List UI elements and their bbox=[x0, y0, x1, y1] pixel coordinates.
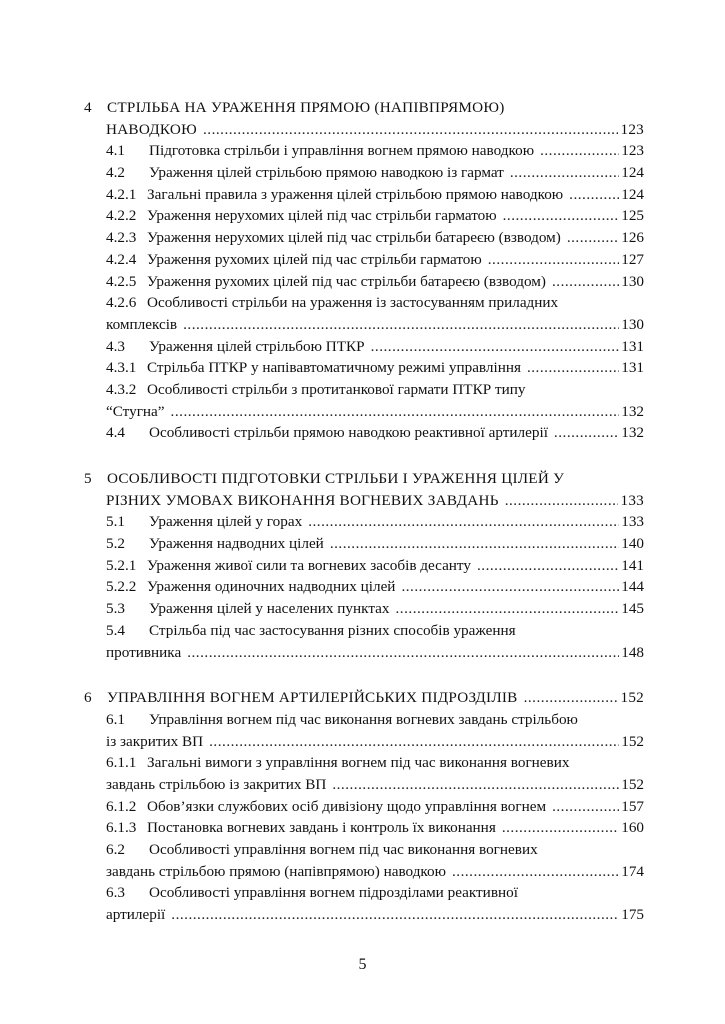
toc-entry bbox=[84, 620, 644, 642]
toc-entry-cont bbox=[84, 642, 644, 664]
toc-chapter-heading bbox=[84, 97, 644, 119]
toc-entry-cont bbox=[84, 861, 644, 883]
toc-entry bbox=[84, 205, 644, 227]
toc-page-number: 133 bbox=[621, 513, 644, 531]
toc-leader-line bbox=[107, 687, 644, 709]
toc-entry bbox=[84, 422, 644, 444]
toc-entry-cont bbox=[84, 774, 644, 796]
toc-entry-text: Управління вогнем під час виконання вогневих завдань стрільбою bbox=[149, 710, 578, 728]
toc-entry bbox=[84, 882, 644, 904]
toc-entry-text: Стрільба ПТКР у напівавтоматичному режимі управління bbox=[147, 359, 521, 377]
section-number: 4.2.6 bbox=[106, 294, 137, 312]
toc-entry-text: Підготовка стрільби і управління вогнем прямою наводкою bbox=[149, 142, 535, 160]
toc-leader-line bbox=[149, 533, 644, 555]
toc-entry-text: НАВОДКОЮ bbox=[106, 120, 197, 138]
toc-page-number: 127 bbox=[621, 250, 644, 268]
toc-entry bbox=[84, 162, 644, 184]
dot-leader bbox=[524, 687, 619, 709]
toc-entry-text: Стрільба під час застосування різних способів ураження bbox=[149, 621, 516, 639]
section-number: 5.4 bbox=[106, 621, 125, 639]
chapter-number: 5 bbox=[84, 470, 92, 487]
toc-entry bbox=[84, 555, 644, 577]
toc-leader-line bbox=[106, 904, 644, 926]
dot-leader bbox=[183, 314, 619, 336]
toc-entry-text: Ураження цілей у горах bbox=[149, 513, 303, 531]
toc-page-number: 145 bbox=[621, 600, 644, 618]
toc-entry bbox=[84, 511, 644, 533]
toc-page-number: 132 bbox=[621, 402, 644, 420]
toc-entry bbox=[84, 533, 644, 555]
section-number: 4.4 bbox=[106, 424, 125, 442]
dot-leader bbox=[488, 249, 619, 271]
section-number: 4.3.1 bbox=[106, 359, 137, 377]
toc-entry-text: Особливості стрільби прямою наводкою реактивної артилерії bbox=[149, 424, 548, 442]
toc-page-number: 124 bbox=[621, 185, 644, 203]
toc-entry bbox=[84, 336, 644, 358]
chapter-title: ОСОБЛИВОСТІ ПІДГОТОВКИ СТРІЛЬБИ І УРАЖЕННЯ ЦІЛЕЙ У bbox=[107, 470, 565, 487]
section-number: 4.2 bbox=[106, 164, 125, 182]
toc-leader-line bbox=[147, 184, 644, 206]
dot-leader bbox=[477, 555, 619, 577]
toc-entry bbox=[84, 709, 644, 731]
toc-entry bbox=[84, 271, 644, 293]
toc-entry-text: РІЗНИХ УМОВАХ ВИКОНАННЯ ВОГНЕВИХ ЗАВДАНЬ bbox=[106, 491, 499, 509]
toc-entry-text: артилерії bbox=[106, 906, 166, 924]
toc-page-number: 133 bbox=[620, 491, 644, 509]
section-number: 4.2.1 bbox=[106, 185, 137, 203]
toc-leader-line bbox=[147, 576, 644, 598]
dot-leader bbox=[401, 576, 619, 598]
dot-leader bbox=[540, 140, 619, 162]
toc-entry-text: Загальні вимоги з управління вогнем під час виконання вогневих bbox=[147, 754, 570, 772]
toc-page-number: 125 bbox=[621, 207, 644, 225]
toc-entry bbox=[84, 357, 644, 379]
toc-entry-text: “Стугна” bbox=[106, 402, 165, 420]
toc-leader-line bbox=[106, 731, 644, 753]
dot-leader bbox=[171, 401, 620, 423]
table-of-contents bbox=[84, 97, 644, 950]
toc-entry-cont bbox=[84, 401, 644, 423]
section-number: 4.2.4 bbox=[106, 250, 137, 268]
toc-page-number: 123 bbox=[621, 142, 644, 160]
dot-leader bbox=[209, 731, 619, 753]
toc-entry-text: Ураження цілей у населених пунктах bbox=[149, 600, 390, 618]
toc-entry-text: Ураження живої сили та вогневих засобів десанту bbox=[147, 556, 471, 574]
toc-leader-line bbox=[147, 817, 644, 839]
toc-entry bbox=[84, 140, 644, 162]
toc-entry-text: завдань стрільбою із закритих ВП bbox=[106, 775, 327, 793]
toc-leader-line bbox=[149, 511, 644, 533]
toc-page-number: 124 bbox=[621, 164, 644, 182]
toc-leader-line bbox=[147, 555, 644, 577]
toc-chapter-heading bbox=[84, 687, 644, 709]
dot-leader bbox=[187, 642, 619, 664]
dot-leader bbox=[502, 817, 619, 839]
toc-leader-line bbox=[106, 642, 644, 664]
section-number: 4.2.2 bbox=[106, 207, 137, 225]
toc-leader-line bbox=[106, 774, 644, 796]
section-number: 6.1 bbox=[106, 710, 125, 728]
toc-entry bbox=[84, 598, 644, 620]
toc-leader-line bbox=[106, 490, 644, 512]
chapter-number: 6 bbox=[84, 689, 92, 707]
toc-entry-text: противника bbox=[106, 643, 182, 661]
dot-leader bbox=[503, 205, 620, 227]
toc-entry-cont bbox=[84, 731, 644, 753]
dot-leader bbox=[171, 904, 619, 926]
toc-entry-text: Ураження нерухомих цілей під час стрільби гарматою bbox=[147, 207, 497, 225]
toc-entry-cont bbox=[84, 904, 644, 926]
toc-page-number: 175 bbox=[621, 906, 644, 924]
section-number: 6.1.3 bbox=[106, 819, 137, 837]
toc-page-number: 152 bbox=[621, 775, 644, 793]
toc-entry-text: Ураження цілей стрільбою ПТКР bbox=[149, 337, 365, 355]
dot-leader bbox=[510, 162, 619, 184]
toc-chapter-heading-cont bbox=[84, 119, 644, 141]
toc-entry bbox=[84, 796, 644, 818]
toc-entry-text: Ураження надводних цілей bbox=[149, 535, 324, 553]
toc-leader-line bbox=[147, 249, 644, 271]
toc-entry bbox=[84, 249, 644, 271]
toc-entry-text: завдань стрільбою прямою (напівпрямою) наводкою bbox=[106, 862, 446, 880]
toc-leader-line bbox=[147, 205, 644, 227]
section-number: 6.1.1 bbox=[106, 754, 137, 772]
toc-entry bbox=[84, 839, 644, 861]
toc-entry-text: Постановка вогневих завдань і контроль їх виконання bbox=[147, 819, 496, 837]
section-number: 4.3.2 bbox=[106, 380, 137, 398]
toc-entry bbox=[84, 752, 644, 774]
toc-leader-line bbox=[149, 336, 644, 358]
dot-leader bbox=[452, 861, 619, 883]
toc-entry-text: Обов’язки службових осіб дивізіону щодо управління вогнем bbox=[147, 797, 547, 815]
toc-entry-text: Ураження нерухомих цілей під час стрільби батареєю (взводом) bbox=[147, 229, 561, 247]
page-number: 5 bbox=[358, 956, 367, 973]
toc-page-number: 131 bbox=[621, 337, 644, 355]
dot-leader bbox=[527, 357, 619, 379]
toc-leader-line bbox=[147, 227, 644, 249]
toc-page-number: 148 bbox=[621, 643, 644, 661]
chapter-number: 4 bbox=[84, 99, 92, 116]
toc-chapter bbox=[84, 97, 644, 444]
dot-leader bbox=[552, 796, 619, 818]
toc-page-number: 131 bbox=[621, 359, 644, 377]
toc-page-number: 157 bbox=[621, 797, 644, 815]
toc-leader-line bbox=[149, 598, 644, 620]
section-number: 5.3 bbox=[106, 600, 125, 618]
toc-leader-line bbox=[147, 796, 644, 818]
toc-leader-line bbox=[106, 401, 644, 423]
toc-chapter-heading-cont bbox=[84, 490, 644, 512]
section-number: 4.3 bbox=[106, 337, 125, 355]
dot-leader bbox=[203, 119, 619, 141]
dot-leader bbox=[396, 598, 620, 620]
toc-leader-line bbox=[147, 271, 644, 293]
toc-page-number: 141 bbox=[621, 556, 644, 574]
toc-leader-line bbox=[106, 314, 644, 336]
dot-leader bbox=[371, 336, 620, 358]
dot-leader bbox=[330, 533, 619, 555]
toc-chapter-heading bbox=[84, 468, 644, 490]
toc-entry-text: Особливості стрільби з протитанкової гармати ПТКР типу bbox=[147, 380, 526, 398]
dot-leader bbox=[567, 227, 619, 249]
toc-entry-text: Загальні правила з ураження цілей стрільбою прямою наводкою bbox=[147, 185, 564, 203]
toc-page-number: 130 bbox=[621, 272, 644, 290]
toc-page-number: 132 bbox=[621, 424, 644, 442]
toc-entry-text: комплексів bbox=[106, 315, 178, 333]
section-number: 5.2 bbox=[106, 535, 125, 553]
toc-page-number: 160 bbox=[621, 819, 644, 837]
section-number: 4.2.3 bbox=[106, 229, 137, 247]
toc-page-number: 174 bbox=[621, 862, 644, 880]
toc-leader-line bbox=[106, 861, 644, 883]
section-number: 5.2.2 bbox=[106, 578, 137, 596]
toc-entry-text: Особливості управління вогнем під час виконання вогневих bbox=[149, 841, 538, 858]
toc-leader-line bbox=[149, 162, 644, 184]
toc-entry-text: Ураження рухомих цілей під час стрільби гарматою bbox=[147, 250, 482, 268]
dot-leader bbox=[554, 422, 619, 444]
section-number: 4.1 bbox=[106, 142, 125, 160]
toc-entry bbox=[84, 576, 644, 598]
toc-entry-text: із закритих ВП bbox=[106, 732, 204, 750]
toc-page-number: 126 bbox=[621, 229, 644, 247]
toc-chapter bbox=[84, 687, 644, 926]
dot-leader bbox=[505, 490, 619, 512]
dot-leader bbox=[332, 774, 619, 796]
toc-page-number: 140 bbox=[621, 535, 644, 553]
section-number: 6.3 bbox=[106, 884, 125, 902]
toc-entry-cont bbox=[84, 314, 644, 336]
section-number: 4.2.5 bbox=[106, 272, 137, 290]
toc-entry bbox=[84, 227, 644, 249]
chapter-title: СТРІЛЬБА НА УРАЖЕННЯ ПРЯМОЮ (НАПІВПРЯМОЮ) bbox=[107, 99, 505, 116]
toc-leader-line bbox=[149, 140, 644, 162]
dot-leader bbox=[308, 511, 619, 533]
toc-entry-text: Ураження одиночних надводних цілей bbox=[147, 578, 396, 596]
toc-page-number: 144 bbox=[621, 578, 644, 596]
toc-page-number: 152 bbox=[621, 732, 644, 750]
toc-entry bbox=[84, 184, 644, 206]
toc-entry bbox=[84, 379, 644, 401]
toc-entry bbox=[84, 817, 644, 839]
toc-leader-line bbox=[106, 119, 644, 141]
toc-entry-text: Ураження цілей стрільбою прямою наводкою із гармат bbox=[149, 164, 504, 182]
toc-page-number: 123 bbox=[620, 120, 644, 138]
toc-entry-text: Особливості управління вогнем підрозділами реактивної bbox=[149, 884, 518, 902]
section-number: 5.2.1 bbox=[106, 556, 137, 574]
toc-page-number: 152 bbox=[620, 689, 644, 707]
dot-leader bbox=[569, 184, 619, 206]
toc-leader-line bbox=[147, 357, 644, 379]
section-number: 5.1 bbox=[106, 513, 125, 531]
toc-chapter bbox=[84, 468, 644, 663]
toc-entry-text: Ураження рухомих цілей під час стрільби батареєю (взводом) bbox=[147, 272, 546, 290]
section-number: 6.2 bbox=[106, 841, 125, 858]
toc-entry-text: УПРАВЛІННЯ ВОГНЕМ АРТИЛЕРІЙСЬКИХ ПІДРОЗДІЛІВ bbox=[107, 689, 518, 707]
section-number: 6.1.2 bbox=[106, 797, 137, 815]
toc-leader-line bbox=[149, 422, 644, 444]
dot-leader bbox=[552, 271, 619, 293]
toc-page-number: 130 bbox=[621, 315, 644, 333]
toc-entry-text: Особливості стрільби на ураження із застосуванням приладних bbox=[147, 294, 559, 312]
toc-entry bbox=[84, 292, 644, 314]
